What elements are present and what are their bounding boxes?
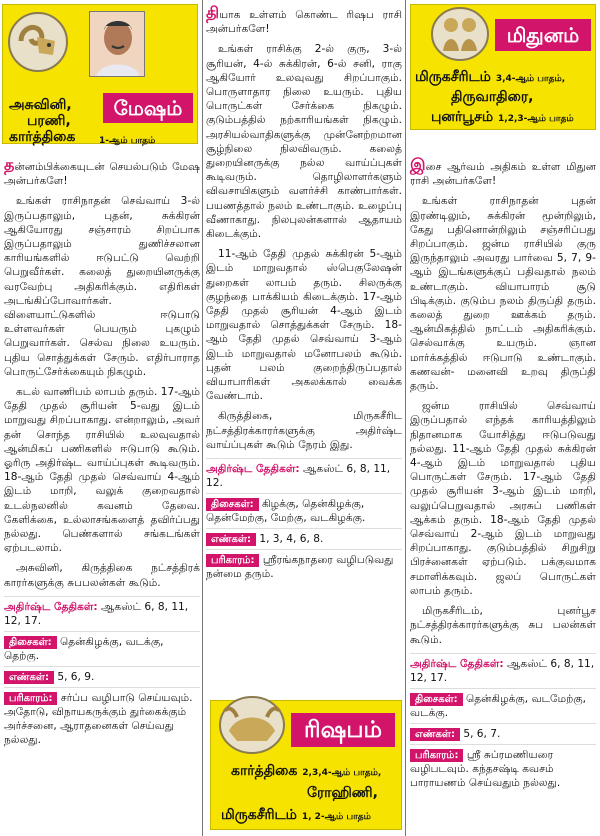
rishabam-header (210, 700, 402, 830)
rishabam-paragraph-2: 11-ஆம் தேதி முதல் சுக்கிரன் 5-ஆம் இடம் மாறுவதால் ஸ்பெகுலேஷன் துறைகள் லாபம் தரும். சிலருக்கு குழந்தை பாக்கியம் கிடைக்கும். 17-ஆம் தேதி முதல் சூரியன் 4-ஆம் இடம் மாறுவதால் சொத்துக்கள் சேரும். 18-ஆம் தேதி முதல் செவ்வாய் 3-ஆம் இடம் மாறுவதால் மனோபலம் கூடும். புதன் பலம் குறைந்திருப்பதால் வியாபாரிகள் அகலக்கால் வைக்க வேண்டாம். (206, 248, 402, 403)
mithunam-column (410, 155, 596, 793)
twins-icon (431, 7, 489, 61)
mithunam-star-2: திருவாதிரை, (451, 89, 534, 105)
mesham-lucky-dates: அதிர்ஷ்ட தேதிகள்: ஆகஸ்ட் 6, 8, 11, 12, 17. (4, 596, 200, 631)
mesham-star-1: அசுவினி, (9, 97, 72, 113)
mithunam-paragraph-2: ஜன்ம ராசியில் செவ்வாய் இருப்பதால் எந்தக் காரியத்திலும் நிதானமாக யோசித்து ஈடுபடுவது நல்லது. 11-ஆம் தேதி முதல் சுக்கிரன் 4-ஆம் இடம் மாறுவதால் புதிய பொருட்கள் சேரும். 17-ஆம் தேதி முதல் சூரியன் 3-ஆம் இடம் மாறி, வலுப்பெறுவதால் அரசுப் பணிகள் ஆக்கம் தரும். 18-ஆம் தேதி முதல் செவ்வாய் 2-ஆம் இடம் மாறுவது சிறப்பாகாது. குடும்பத்தில் சிறுசிறு பிரச்னைகள் ஏற்படும். பக்குவமாக சமாளிக்கவும். ஜலப் பொருட்கள் லாபம் தரும். (410, 400, 596, 597)
mesham-paragraph-3: அசுவினி, கிருத்திகை நட்சத்திரக் காரர்களுக்கு சுபபலன்கள் கூடும். (4, 562, 200, 589)
mithunam-star-1: மிருகசீரிடம் 3,4-ஆம் பாதம், (415, 69, 566, 85)
astrologer-photo (89, 11, 145, 77)
mithunam-directions: திசைகள்: தென்கிழக்கு, வடமேற்கு, வடக்கு. (410, 688, 596, 723)
mesham-paragraph-1: உங்கள் ராசிநாதன் செவ்வாய் 3-ல் இருப்பதாலும், புதன், சுக்கிரன் ஆகியோரது சஞ்சாரம் சிறப்பாக இருப்பதாலும் துணிச்சலான காரியங்களில் ஈடுபட்டு வெற்றி பெறுவீர்கள். கலைத் துறையினருக்கு வரவேற்பு அதிகரிக்கும். எதிரிகள் அடங்கிப்போவார்கள். விளையாட்டுகளில் ஈடுபாடு உள்ளவர்கள் பெயரும் புகழும் பெறுவார்கள். செல்வ நிலை உயரும். புதிய சொத்துக்கள் சேரும். எதிர்பாராத பொருட்சேர்க்கையும் நிகழும். (4, 195, 200, 378)
rishabam-lucky-dates: அதிர்ஷ்ட தேதிகள்: ஆகஸ்ட் 6, 8, 11, 12. (206, 458, 402, 493)
rishabam-column (206, 3, 402, 584)
mesham-paragraph-2: கடல் வாணிபம் லாபம் தரும். 17-ஆம் தேதி முதல் சூரியன் 5-வது இடம் மாறுவது சிறப்பாகாது. என்றாலும், அவர் தன் சொந்த ராசியில் உலவுவதால் ஆன்மிகப் பணிகளில் ஈடுபாடு கூடும். ஓரிரு அதிர்ஷ்ட வாய்ப்புகள் கூடிவரும். 18-ஆம் தேதி முதல் செவ்வாய் 4-ஆம் இடம் மாறி, வலுக் குறைவதால் உடல்நலனில் கவனம் தேவை. கேளிக்கை, உல்லாசங்களைத் தவிர்ப்பது நல்லது. பெண்களால் சங்கடங்கள் ஏற்படலாம். (4, 386, 200, 555)
mesham-column (4, 155, 200, 750)
mesham-intro: தன்னம்பிக்கையுடன் செயல்படும் மேஷ அன்பர்களே! (4, 155, 200, 188)
rishabam-directions: திசைகள்: கிழக்கு, தென்கிழக்கு, தென்மேற்கு, மேற்கு, வடகிழக்கு. (206, 493, 402, 528)
column-divider-2 (405, 0, 406, 836)
mithunam-intro: இசை ஆர்வம் அதிகம் உள்ள மிதுன ராசி அன்பர்களே! (410, 155, 596, 188)
mesham-directions: திசைகள்: தென்கிழக்கு, வடக்கு, தெற்கு. (4, 631, 200, 666)
ram-icon (7, 11, 69, 73)
mithunam-header (410, 4, 596, 130)
rishabam-remedy: பரிகாரம்: ஸ்ரீரங்கநாதரை வழிபடுவது நன்மை தரும். (206, 549, 402, 584)
mesham-star-2: பரணி, (27, 113, 71, 129)
mesham-header (2, 4, 198, 144)
mesham-numbers: எண்கள்: 5, 6, 9. (4, 666, 200, 687)
mithunam-numbers: எண்கள்: 5, 6, 7. (410, 723, 596, 744)
rishabam-intro: தியாக உள்ளம் கொண்ட ரிஷப ராசி அன்பர்களே! (206, 3, 402, 36)
bull-icon (217, 693, 287, 755)
mithunam-paragraph-1: உங்கள் ராசிநாதன் புதன் இரண்டிலும், சுக்கிரன் மூன்றிலும், கேது பதினொன்றிலும் சஞ்சரிப்பது சிறப்பாகும். ஜன்ம ராசியில் குரு இருந்தாலும் அவரது பார்வை 5, 7, 9-ஆம் இடங்களுக்குப் பதிவதால் நலம் உண்டாகும். வியாபாரம் சூடு பிடிக்கும். குடும்ப நலம் திருப்தி தரும். கலைத் துறை ஊக்கம் தரும். ஆன்மிகத்தில் நாட்டம் அதிகரிக்கும். செல்வாக்கு உயரும். ஞான மார்க்கத்தில் ஈடுபாடு உண்டாகும். கணவன்- மனைவி உறவு திருப்தி தரும். (410, 195, 596, 393)
column-divider-1 (202, 0, 203, 836)
mesham-sign-tag: மேஷம் (103, 93, 193, 123)
rishabam-numbers: எண்கள்: 1, 3, 4, 6, 8. (206, 528, 402, 549)
rishabam-paragraph-3: கிருத்திகை, மிருகசீரிட நட்சத்திரக்காரர்களுக்கு அதிர்ஷ்ட வாய்ப்புகள் கூடும் நேரம் இது. (206, 410, 402, 451)
mithunam-sign-tag: மிதுனம் (495, 19, 591, 51)
mithunam-remedy: பரிகாரம்: ஸ்ரீ சுப்ரமணியரை வழிபடவும். கந்தசஷ்டி கவசம் பாராயணம் செய்வதும் நல்லது. (410, 744, 596, 793)
rishabam-sign-tag: ரிஷபம் (291, 713, 395, 747)
mithunam-star-3: புனர்பூசம் 1,2,3-ஆம் பாதம் (431, 109, 574, 125)
mithunam-lucky-dates: அதிர்ஷ்ட தேதிகள்: ஆகஸ்ட் 6, 8, 11, 12, 17. (410, 653, 596, 688)
rishabam-star-2: ரோஹிணி, (307, 785, 378, 801)
rishabam-star-1: கார்த்திகை 2,3,4-ஆம் பாதம், (231, 763, 382, 779)
rishabam-star-3: மிருகசீரிடம் 1, 2-ஆம் பாதம் (221, 807, 371, 823)
mesham-remedy: பரிகாரம்: சர்ப்ப வழிபாடு செய்யவும். அதோடு, விநாயகருக்கும் துர்கைக்கும் அர்ச்சனை, ஆராதனைகள் செய்வது நல்லது. (4, 687, 200, 750)
mithunam-paragraph-3: மிருகசீரிடம், புனர்பூச நட்சத்திரக்காரர்களுக்கு சுப பலன்கள் கூடும். (410, 605, 596, 646)
mesham-star-note: 1-ஆம் பாதம் (99, 136, 156, 146)
rishabam-paragraph-1: உங்கள் ராசிக்கு 2-ல் குரு, 3-ல் சூரியன், 4-ல் சுக்கிரன், 6-ல் சனி, ராகு ஆகியோர் உலவுவது சிறப்பாகும். பொருளாதார நிலை உயரும். புதிய பொருட்கள் சேர்க்கை நிகழும். குடும்பத்தில் நற்காரியங்கள் நிகழும். அரசியல்வாதிகளுக்கு முன்னேற்றமான சூழ்நிலை நிலவிவரும். கலைத் துறையினருக்கு நல்ல வாய்ப்புகள் கூடிவரும். தொழிலாளர்களும் விவசாயிகளும் வளர்ச்சி காண்பார்கள். பயணத்தால் நலம் உண்டாகும். உழைப்பு வீணாகாது. நிலபுலன்களால் ஆதாயம் கிடைக்கும். (206, 43, 402, 241)
mesham-star-3: கார்த்திகை (9, 129, 76, 145)
